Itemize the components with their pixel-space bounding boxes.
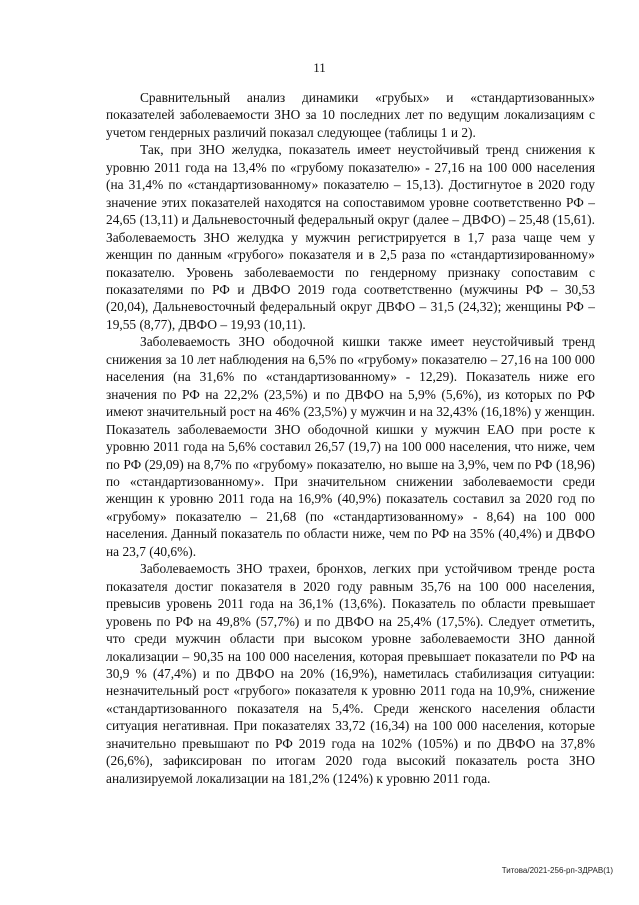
footer-document-id: Титова/2021-256-рп-ЗДРАВ(1)	[501, 866, 613, 875]
document-body	[106, 89, 595, 787]
paragraph-colon: Заболеваемость ЗНО ободочной кишки также имеет неустойчивый тренд снижения за 10 лет наблюдения на 6,5% по «грубому» показателю – 27,16 на 100 000 населения (на 31,6% по «стандартизованному» - 12,29). Показатель ниже его значения по РФ на 22,2% (23,5%) и по ДВФО на 5,9% (5,6%), из которых по РФ имеют значительный рост на 46% (23,5%) у мужчин и на 32,43% (16,18%) у женщин. Показатель заболеваемости ЗНО ободочной кишки у мужчин ЕАО при росте к уровню 2011 года на 5,6% составил 26,57 (19,7) на 100 000 населения, что ниже, чем по РФ (29,09) на 8,7% по «грубому» показателю, но выше на 3,9%, чем по РФ (18,96) по «стандартизованному». При значительном снижении заболеваемости среди женщин к уровню 2011 года на 16,9% (40,9%) показатель составил за 2020 год по «грубому» показателю – 21,68 (по «стандартизованному» - 8,64) на 100 000 населения. Данный показатель по области ниже, чем по РФ на 35% (40,4%) и ДВФО на 23,7 (40,6%).	[106, 334, 595, 559]
page-number: 11	[313, 60, 326, 75]
paragraph-intro: Сравнительный анализ динамики «грубых» и «стандартизованных» показателей заболеваемости ЗНО за 10 последних лет по ведущим локализациям с учетом гендерных различий показал следующее (таблицы 1 и 2).	[106, 90, 595, 140]
paragraph-stomach: Так, при ЗНО желудка, показатель имеет неустойчивый тренд снижения к уровню 2011 года на 13,4% по «грубому показателю» - 27,16 на 100 000 населения (на 31,4% по «стандартизованному» показателю – 15,13). Достигнутое в 2020 году значение этих показателей находятся на сопоставимом уровне соответственно РФ – 24,65 (13,11) и Дальневосточный федеральный округ (далее – ДВФО) – 25,48 (15,61). Заболеваемость ЗНО желудка у мужчин регистрируется в 1,7 раза чаще чем у женщин по данным «грубого» показателя и в 2,5 раза по «стандартизированному» показателю. Уровень заболеваемости по гендерному признаку сопоставим с показателями по РФ и ДВФО 2019 года соответственно (мужчины РФ – 30,53 (20,04), Дальневосточный федеральный округ ДВФО – 31,5 (24,32); женщины РФ – 19,55 (8,77), ДВФО – 19,93 (10,11).	[106, 142, 595, 332]
paragraph-lung: Заболеваемость ЗНО трахеи, бронхов, легких при устойчивом тренде роста показателя достиг показателя в 2020 году равным 35,76 на 100 000 населения, превысив уровень 2011 года на 36,1% (13,6%). Показатель по области превышает уровень по РФ на 49,8% (57,7%) и по ДВФО на 25,4% (17,5%). Следует отметить, что среди мужчин области при высоком уровне заболеваемости ЗНО данной локализации – 90,35 на 100 000 населения, которая превышает показатели по РФ на 30,9 % (47,4%) и по ДВФО на 20% (16,9%), наметилась стабилизация ситуации: незначительный рост «грубого» показателя к уровню 2011 года на 10,9%, снижение «стандартизованного показателя на 5,4%. Среди женского населения области ситуация негативная. При показателях 33,72 (16,34) на 100 000 населения, которые значительно превышают по РФ 2019 года на 102% (105%) и по ДВФО на 37,8% (26,6%), зафиксирован по итогам 2020 года высокий показатель роста ЗНО анализируемой локализации на 181,2% (124%) к уровню 2011 года.	[106, 561, 595, 786]
